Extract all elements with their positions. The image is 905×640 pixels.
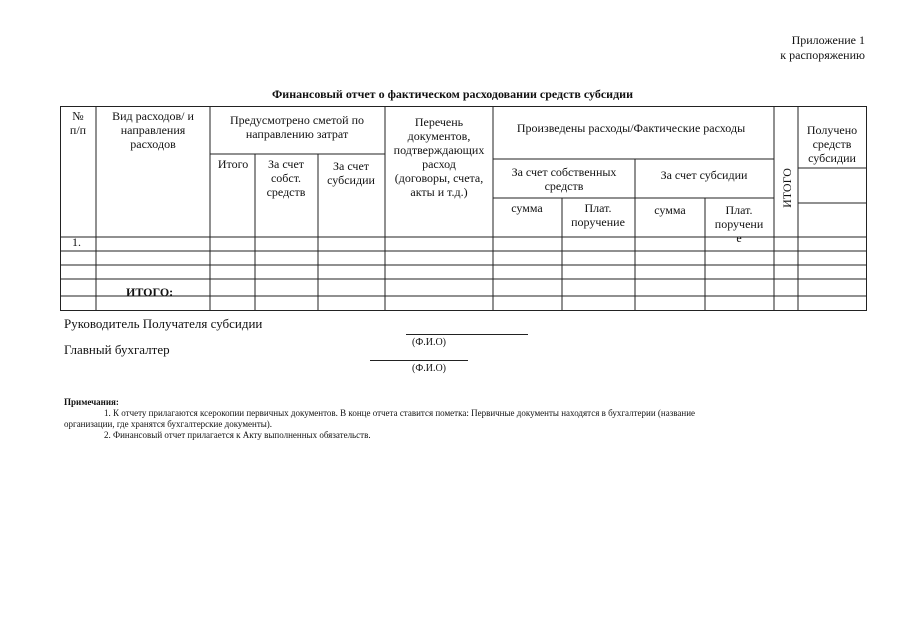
header-expense-2: направления xyxy=(120,123,186,137)
notes-title: Примечания: xyxy=(64,397,119,407)
header-own-payment-2: поручение xyxy=(571,215,625,229)
header-documents-3: подтверждающих xyxy=(393,143,485,157)
report-title: Финансовый отчет о фактическом расходовании средств субсидии xyxy=(272,87,633,101)
header-planned-subsidy-1: За счет xyxy=(332,159,370,173)
financial-report-table xyxy=(60,106,870,323)
appendix-line-1: Приложение 1 xyxy=(791,33,865,47)
head-signature-label: Руководитель Получателя субсидии xyxy=(64,316,263,331)
header-expense-1: Вид расходов/ и xyxy=(112,109,194,123)
total-row-label: ИТОГО: xyxy=(126,285,174,299)
note-2: 2. Финансовый отчет прилагается к Акту выполненных обязательств. xyxy=(104,430,371,440)
header-received-2: средств xyxy=(812,137,852,151)
header-planned-subsidy-2: субсидии xyxy=(327,173,375,187)
report-table-grid xyxy=(60,106,870,318)
header-actual-own-1: За счет собственных xyxy=(511,165,617,179)
header-own-payment-1: Плат. xyxy=(584,201,612,215)
header-num-2: п/п xyxy=(69,123,87,137)
row-1-number: 1. xyxy=(72,235,81,249)
header-planned-own-2: собст. xyxy=(270,171,302,185)
header-subsidy-payment-1: Плат. xyxy=(725,203,753,217)
header-received-1: Получено xyxy=(806,123,858,137)
header-own-sum: сумма xyxy=(511,201,543,215)
header-documents-4: расход xyxy=(422,157,456,171)
header-subsidy-sum: сумма xyxy=(654,203,686,217)
appendix-line-2: к распоряжению xyxy=(780,48,865,62)
header-expense-3: расходов xyxy=(130,137,176,151)
header-documents-2: документов, xyxy=(407,129,471,143)
note-1-line-1: 1. К отчету прилагаются ксерокопии первичных документов. В конце отчета ставится пометка: Первичные документы находятся в бухгалтерии (название xyxy=(104,408,695,418)
header-actual-group: Произведены расходы/Фактические расходы xyxy=(516,121,746,135)
header-subsidy-payment-2: поручени xyxy=(714,217,764,231)
header-subsidy-payment-3: е xyxy=(736,231,742,245)
header-received-3: субсидии xyxy=(808,151,856,165)
appendix-reference xyxy=(780,33,865,63)
header-documents-6: акты и т.д.) xyxy=(410,185,468,199)
accountant-signature-label: Главный бухгалтер xyxy=(64,342,170,357)
note-1-line-2: организации, где хранятся бухгалтерские документы). xyxy=(64,419,273,429)
header-actual-own-2: средств xyxy=(544,179,584,193)
header-itogo-vertical: ИТОГО xyxy=(780,168,794,208)
head-signature-line xyxy=(406,334,528,335)
header-planned-own-3: средств xyxy=(266,185,306,199)
accountant-signature-line xyxy=(370,360,468,361)
header-actual-subsidy: За счет субсидии xyxy=(660,168,748,182)
header-planned-2: направлению затрат xyxy=(245,127,349,141)
header-documents-1: Перечень xyxy=(414,115,464,129)
header-planned-1: Предусмотрено сметой по xyxy=(229,113,365,127)
header-planned-own-1: За счет xyxy=(267,157,305,171)
head-fio-hint: (Ф.И.О) xyxy=(412,337,447,348)
notes-section xyxy=(64,397,844,441)
header-documents-5: (договоры, счета, xyxy=(394,171,484,185)
header-planned-total: Итого xyxy=(217,157,249,171)
accountant-fio-hint: (Ф.И.О) xyxy=(412,363,447,374)
header-num-1: № xyxy=(72,109,84,123)
